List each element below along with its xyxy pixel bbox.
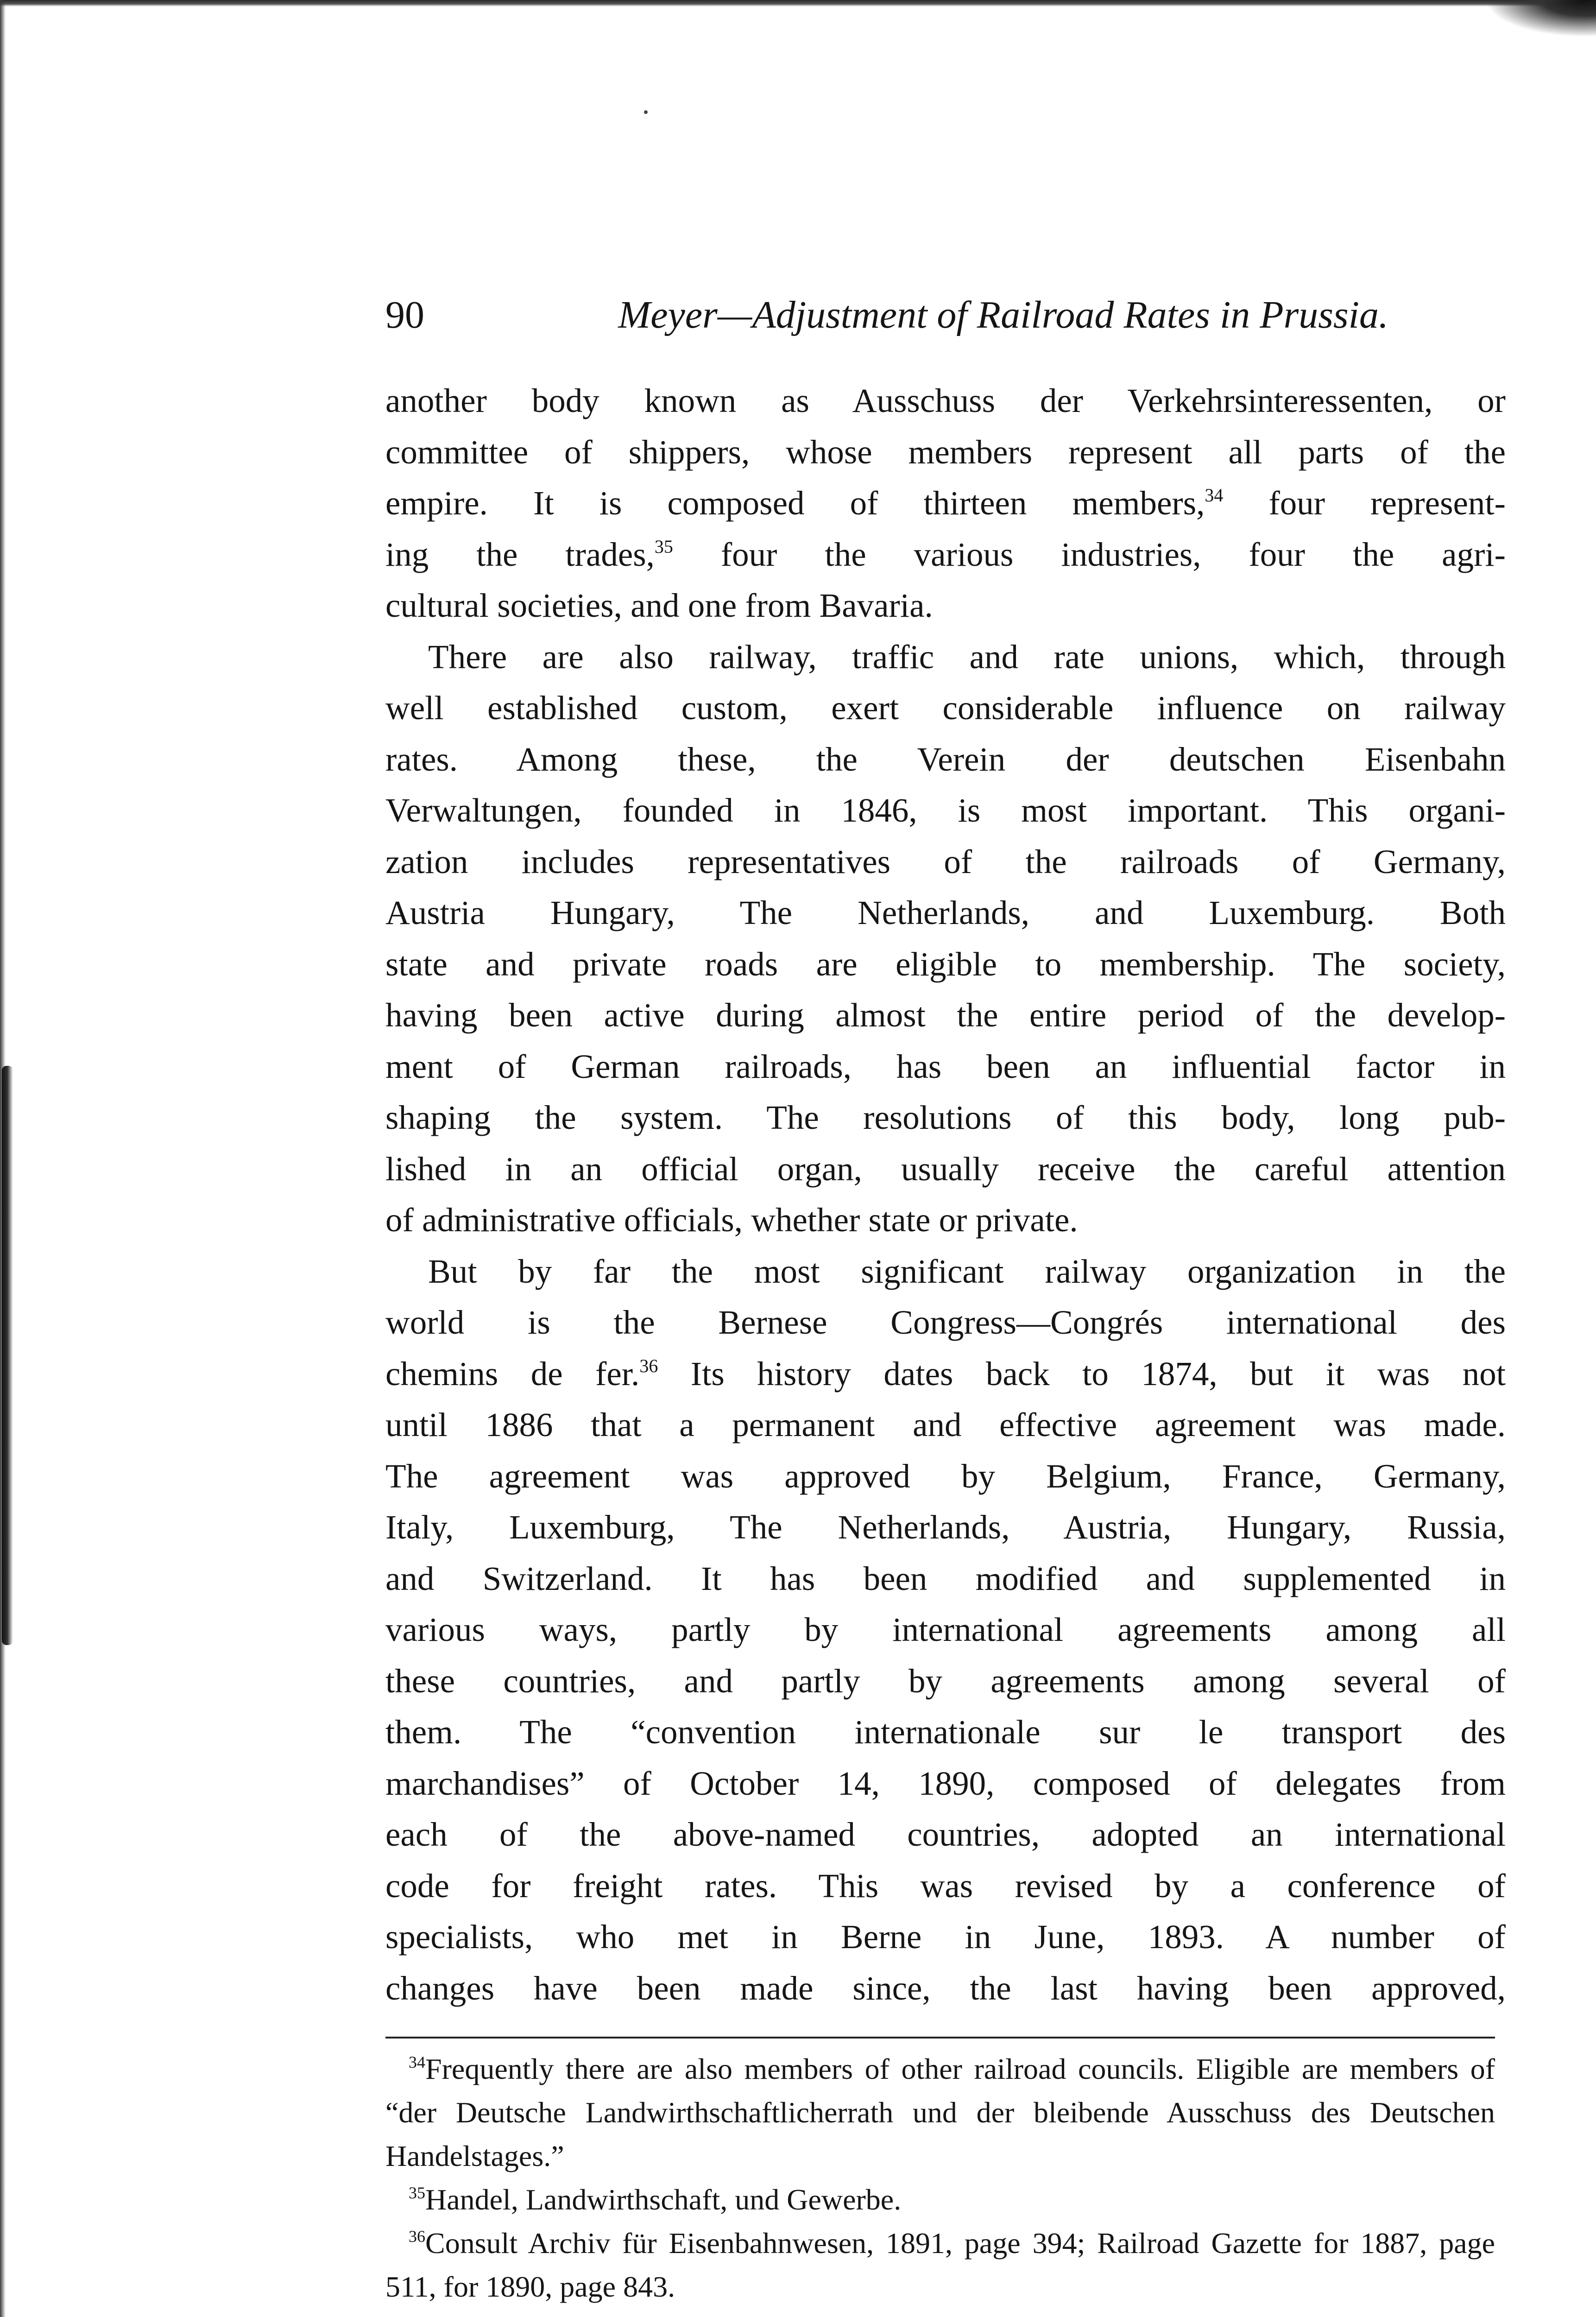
text-line: having been active during almost the entire period of the develop-	[385, 996, 1506, 1034]
text-line: lished in an official organ, usually receive the careful attention	[385, 1150, 1506, 1188]
text-line: Austria Hungary, The Netherlands, and Luxemburg. Both	[385, 894, 1506, 931]
text-line: committee of shippers, whose members represent all parts of the	[385, 433, 1506, 471]
text-line	[385, 1348, 1506, 1400]
text-line: rates. Among these, the Verein der deutschen Eisenbahn	[385, 740, 1506, 778]
text-line: another body known as Ausschuss der Verkehrsinteressenten, or	[385, 382, 1506, 419]
text-line: ment of German railroads, has been an influential factor in	[385, 1047, 1506, 1085]
text-line: changes have been made since, the last having been approved,	[385, 1969, 1506, 2007]
body-text	[385, 375, 1506, 2014]
paragraph-2	[385, 632, 1506, 1246]
footnote-ref-34: 34	[1205, 485, 1224, 506]
footnote-divider	[385, 2037, 1495, 2038]
text-line: various ways, partly by international agreements among all	[385, 1611, 1506, 1648]
text-span: chemins de fer.	[385, 1355, 640, 1393]
page-header	[385, 290, 1388, 341]
footnote-36	[385, 2222, 1495, 2309]
text-line: The agreement was approved by Belgium, France, Germany,	[385, 1457, 1506, 1495]
footnote-ref-36: 36	[639, 1355, 658, 1376]
text-line: each of the above-named countries, adopted an international	[385, 1816, 1506, 1853]
scan-corner-shadow	[1485, 0, 1596, 37]
text-span: Its history dates back to 1874, but it was not	[658, 1355, 1506, 1393]
footnote-35	[385, 2178, 1495, 2222]
footnote-text: Frequently there are also members of other railroad councils. Eligible are members of “der Deutsche Landwirthschaftlicherrath und der bleibende Ausschuss des Deutschen Handelstages.”	[385, 2052, 1495, 2172]
footnote-mark: 36	[409, 2227, 425, 2246]
text-line: specialists, who met in Berne in June, 1893. A number of	[385, 1918, 1506, 1956]
text-line: shaping the system. The resolutions of this body, long pub-	[385, 1099, 1506, 1136]
text-line: and Switzerland. It has been modified and supplemented in	[385, 1559, 1506, 1597]
text-line	[385, 478, 1506, 529]
text-line: state and private roads are eligible to membership. The society,	[385, 945, 1506, 983]
text-span: four the various industries, four the agri-	[673, 535, 1506, 573]
text-line: But by far the most significant railway organization in the	[428, 1252, 1506, 1290]
text-line: well established custom, exert considerable influence on railway	[385, 689, 1506, 727]
running-head: Meyer—Adjustment of Railroad Rates in Prussia.	[618, 293, 1388, 336]
footnote-text: Handel, Landwirthschaft, und Gewerbe.	[425, 2183, 902, 2216]
footnote-34	[385, 2047, 1495, 2178]
page-number: 90	[385, 293, 424, 336]
text-span: four represent-	[1223, 484, 1506, 522]
footnote-mark: 35	[409, 2184, 425, 2202]
text-line: them. The “convention internationale sur le transport des	[385, 1713, 1506, 1751]
text-line: Verwaltungen, founded in 1846, is most important. This organi-	[385, 791, 1506, 829]
paragraph-3	[385, 1246, 1506, 2014]
text-line: until 1886 that a permanent and effective agreement was made.	[385, 1406, 1506, 1443]
text-line: cultural societies, and one from Bavaria.	[385, 587, 933, 624]
text-line: of administrative officials, whether state or private.	[385, 1201, 1078, 1239]
text-line: There are also railway, traffic and rate unions, which, through	[428, 638, 1506, 676]
text-line: Italy, Luxemburg, The Netherlands, Austria, Hungary, Russia,	[385, 1508, 1506, 1546]
scan-binding-mark	[2, 1066, 13, 1645]
footnote-mark: 34	[409, 2053, 425, 2071]
paragraph-1	[385, 375, 1506, 632]
text-line: zation includes representatives of the railroads of Germany,	[385, 842, 1506, 880]
text-line: code for freight rates. This was revised by a conference of	[385, 1867, 1506, 1905]
text-line: these countries, and partly by agreements among several of	[385, 1662, 1506, 1700]
text-line: world is the Bernese Congress—Congrés international des	[385, 1304, 1506, 1341]
footnotes	[385, 2047, 1495, 2309]
text-span: ing the trades,	[385, 535, 655, 573]
text-line	[385, 529, 1506, 581]
scan-speck	[644, 110, 648, 114]
text-line: marchandises” of October 14, 1890, composed of delegates from	[385, 1764, 1506, 1802]
footnote-ref-35: 35	[654, 536, 673, 557]
text-span: empire. It is composed of thirteen members,	[385, 484, 1205, 522]
scan-top-edge	[0, 0, 1596, 6]
footnote-text: Consult Archiv für Eisenbahnwesen, 1891, page 394; Railroad Gazette for 1887, page 511, for 1890, page 843.	[385, 2227, 1495, 2303]
